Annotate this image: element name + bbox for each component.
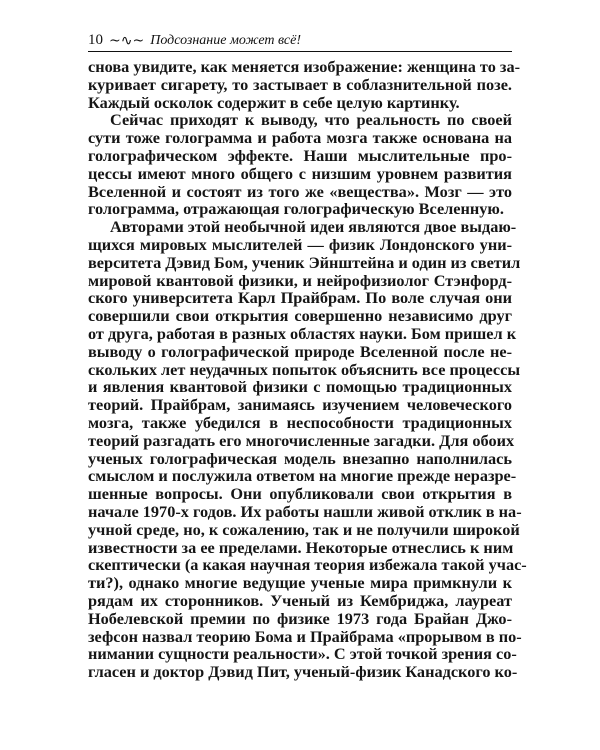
text-line: Вселенной и состоят из того же «вещества». Мозг — это xyxy=(88,181,512,201)
text-line: смыслом и послужила ответом на многие прежде неразре- xyxy=(88,466,517,486)
text-line: Каждый осколок содержит в себе целую картинку. xyxy=(88,92,460,112)
text-line: зефсон назвал теорию Бома и Прайбрама «прорывом в по- xyxy=(88,626,522,646)
text-line: от друга, работая в разных областях науки. Бом пришел к xyxy=(88,323,517,343)
text-line: куривает сигарету, то застывает в соблазнительной позе. xyxy=(88,74,512,94)
ornament-icon: ~∿~ xyxy=(109,33,145,49)
text-line: Нобелевской премии по физике 1973 года Брайан Джо- xyxy=(88,608,512,628)
text-line: учной среде, но, к сожалению, так и не получили широкой xyxy=(88,519,520,539)
text-line: скольких лет неудачных попыток объяснить все процессы xyxy=(88,359,521,379)
text-line: Авторами этой необычной идеи являются двое выдаю- xyxy=(110,217,517,237)
text-line: цессы имеют много общего с низшим уровнем развития xyxy=(88,163,512,183)
page-number: 10 xyxy=(88,32,103,48)
text-line: ти?), однако многие ведущие ученые мира примкнули к xyxy=(88,573,512,593)
text-line: нимании сущности реальности». С этой точкой зрения со- xyxy=(88,644,517,664)
text-line: верситета Дэвид Бом, ученик Эйнштейна и один из светил xyxy=(88,252,521,272)
text-line: щихся мировых мыслителей — физик Лондонского уни- xyxy=(88,234,512,254)
text-line: скептически (а какая научная теория избежала такой учас- xyxy=(88,555,527,575)
running-title: Подсознание может всё! xyxy=(150,33,302,48)
text-line: и явления квантовой физики с помощью традиционных xyxy=(88,377,512,397)
running-header xyxy=(88,27,512,52)
text-line: выводу о голографической природе Вселенной после не- xyxy=(88,341,512,361)
text-line: ученых голографическая модель внезапно наполнилась xyxy=(88,448,512,468)
text-line: теорий разгадать его многочисленные загадки. Для обоих xyxy=(88,430,515,450)
text-line: ского университета Карл Прайбрам. По воле случая они xyxy=(88,288,512,308)
text-line: мозга, также убедился в неспособности традиционных xyxy=(88,412,512,432)
body-text xyxy=(88,57,527,682)
text-line: голографическом эффекте. Наши мыслительные про- xyxy=(88,145,512,165)
text-line: снова увидите, как меняется изображение: женщина то за- xyxy=(88,57,521,76)
text-line: мировой квантовой физики, и нейрофизиолог Стэнфорд- xyxy=(88,270,512,290)
text-line: сути тоже голограмма и работа мозга также основана на xyxy=(88,128,512,148)
text-line: голограмма, отражающая голографическую Вселенную. xyxy=(88,199,504,219)
text-line: Сейчас приходят к выводу, что реальность по своей xyxy=(110,110,512,130)
text-line: шенные вопросы. Они опубликовали свои открытия в xyxy=(88,484,512,504)
text-line: совершили свои открытия совершенно независимо друг xyxy=(88,306,512,326)
text-line: известности за ее пределами. Некоторые отнеслись к ним xyxy=(88,537,514,557)
text-line: начале 1970-х годов. Их работы нашли живой отклик в на- xyxy=(88,501,522,521)
text-line: гласен и доктор Дэвид Пит, ученый-физик Канадского ко- xyxy=(88,662,518,682)
text-line: теорий. Прайбрам, занимаясь изучением человеческого xyxy=(88,395,512,415)
text-line: рядам их сторонников. Ученый из Кембриджа, лауреат xyxy=(88,590,512,610)
